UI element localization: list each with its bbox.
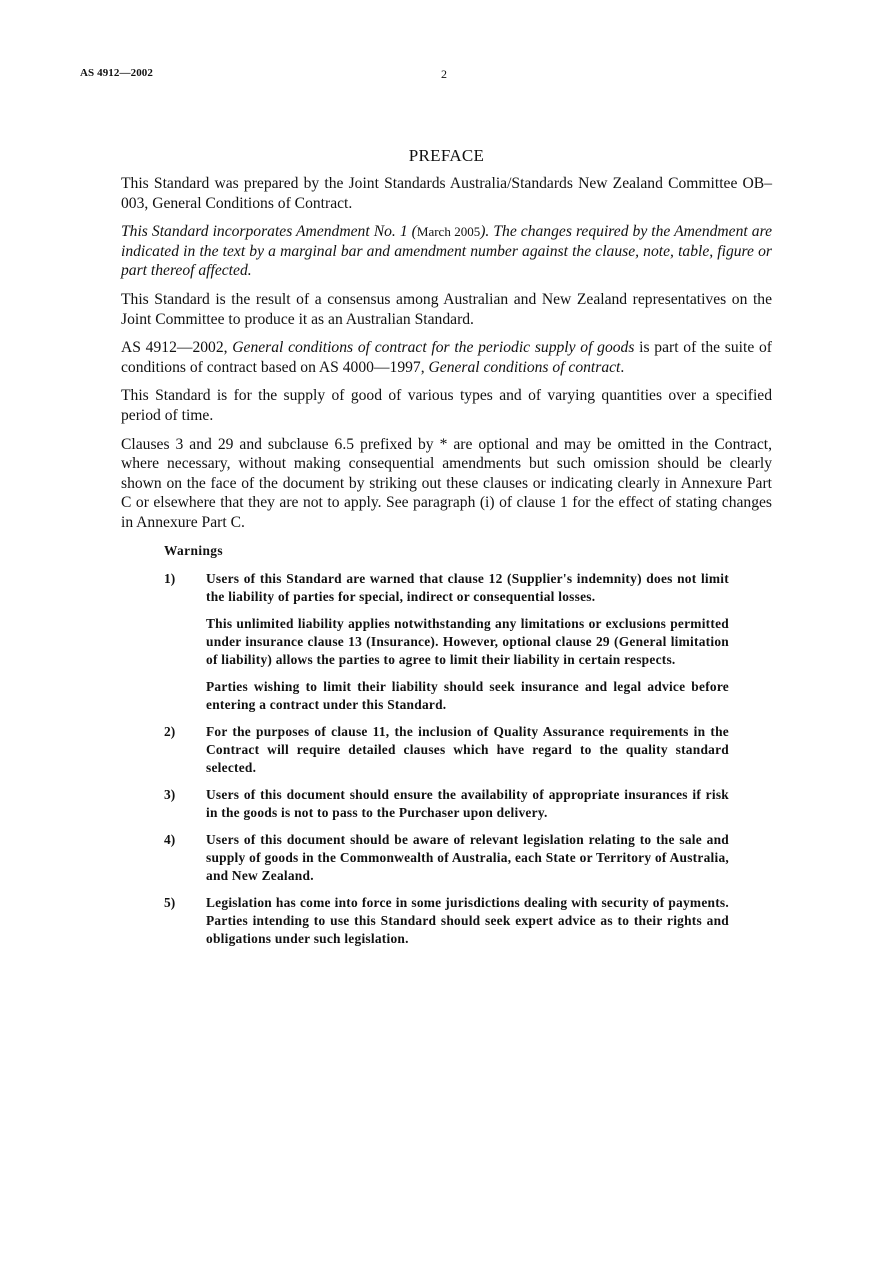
suite-text-1: AS 4912—2002, xyxy=(121,339,233,357)
page-number: 2 xyxy=(441,67,447,81)
warning-number: 3) xyxy=(164,786,176,802)
base-standard-title: General conditions of contract xyxy=(428,358,621,376)
warning-content xyxy=(206,894,729,948)
warning-paragraph: Users of this document should ensure the availability of appropriate insurances if risk in the goods is not to pass to the Purchaser upon delivery. xyxy=(206,786,729,820)
suite-text-2: is part of the suite of conditions of contract based on AS 4000—1997, xyxy=(121,339,772,376)
warning-paragraph: For the purposes of clause 11, the inclusion of Quality Assurance requirements in the Contract will require detailed clauses which have regard to the quality standard selected. xyxy=(206,723,729,775)
warning-content xyxy=(206,831,729,885)
suite-text-3: . xyxy=(620,358,625,376)
paragraph-optional-clauses: Clauses 3 and 29 and subclause 6.5 prefixed by * are optional and may be omitted in the Contract, where necessary, without making consequential amendments but such omission should be clearly shown on the face of the document by striking out these clauses or indicating clearly in Annexure Part C or elsewhere that they are not to apply. See paragraph (i) of clause 1 for the effect of stating changes in Annexure Part C. xyxy=(121,435,772,531)
paragraph-suite xyxy=(121,338,772,377)
warning-content xyxy=(206,570,729,714)
warning-number: 2) xyxy=(164,723,176,739)
warnings-heading: Warnings xyxy=(164,542,224,558)
paragraph-consensus: This Standard is the result of a consensus among Australian and New Zealand representatives on the Joint Committee to produce it as an Australian Standard. xyxy=(121,290,772,328)
amendment-date: March 2005 xyxy=(416,224,481,240)
page-body xyxy=(121,146,772,957)
paragraph-committee: This Standard was prepared by the Joint Standards Australia/Standards New Zealand Committee OB–003, General Conditions of Contract. xyxy=(121,175,772,212)
paragraph-scope: This Standard is for the supply of good of various types and of varying quantities over a specified period of time. xyxy=(121,387,772,424)
warning-content xyxy=(206,723,729,777)
warning-paragraph: Legislation has come into force in some jurisdictions dealing with security of payments. Parties intending to use this Standard should seek expert advice as to their rights and obligations under such legislation. xyxy=(206,894,729,946)
warnings-section xyxy=(164,542,729,948)
standard-title: General conditions of contract for the periodic supply of goods xyxy=(232,339,635,357)
warning-item xyxy=(164,786,729,822)
warning-paragraph: Users of this Standard are warned that clause 12 (Supplier's indemnity) does not limit the liability of parties for special, indirect or consequential losses. xyxy=(206,570,729,604)
warning-number: 1) xyxy=(164,570,176,586)
page-title: PREFACE xyxy=(408,146,485,165)
warning-item xyxy=(164,831,729,885)
warning-item xyxy=(164,894,729,948)
warning-item xyxy=(164,723,729,777)
amendment-text-end: ). The changes required by the Amendment are indicated in the text by a marginal bar and amendment number against the clause, note, table, figure or part thereof affected. xyxy=(121,223,772,280)
document-id: AS 4912—2002 xyxy=(80,67,154,79)
warning-number: 5) xyxy=(164,894,176,910)
warning-number: 4) xyxy=(164,831,176,847)
warning-paragraph: Parties wishing to limit their liability should seek insurance and legal advice before entering a contract under this Standard. xyxy=(206,678,729,712)
warning-paragraph: Users of this document should be aware of relevant legislation relating to the sale and supply of goods in the Commonwealth of Australia, each State or Territory of Australia, and New Zealand. xyxy=(206,831,729,883)
warning-item xyxy=(164,570,729,714)
warning-paragraph: This unlimited liability applies notwithstanding any limitations or exclusions permitted under insurance clause 13 (Insurance). However, optional clause 29 (General limitation of liability) allows the parties to agree to limit their liability in certain respects. xyxy=(206,615,729,667)
paragraph-amendment xyxy=(121,222,772,281)
amendment-text-start: This Standard incorporates Amendment No. 1 ( xyxy=(121,223,417,241)
warning-content xyxy=(206,786,729,822)
running-header xyxy=(80,67,812,87)
